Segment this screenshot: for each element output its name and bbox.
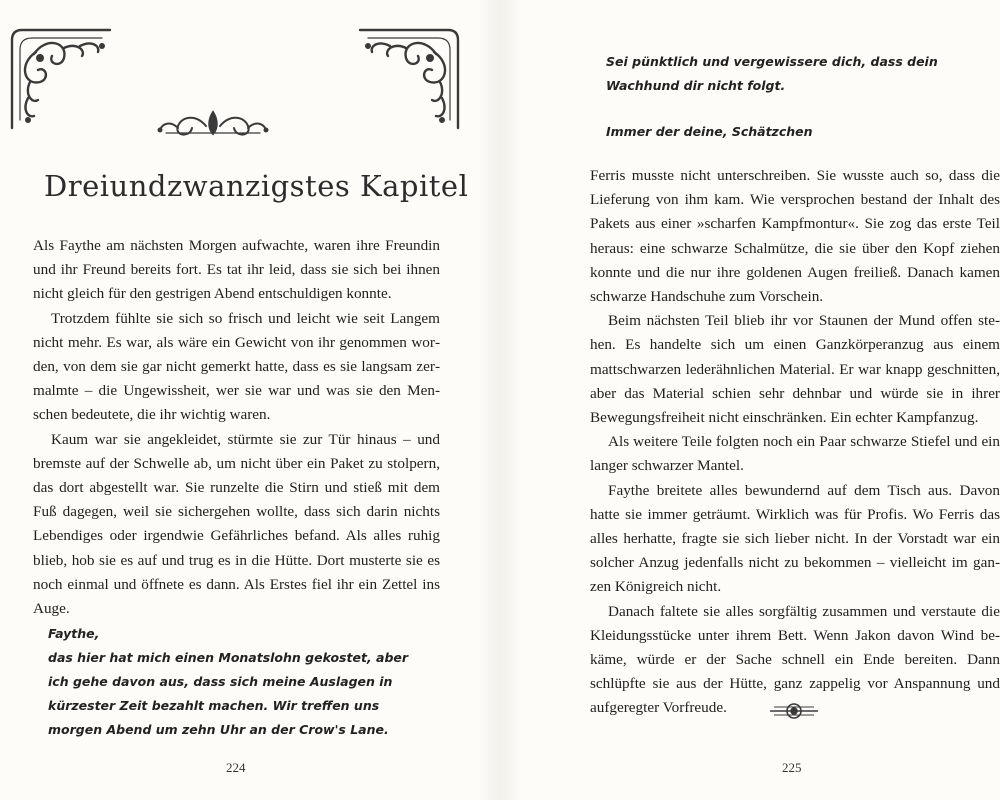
left-body-text — [33, 234, 440, 621]
corner-flourish-icon — [354, 24, 464, 134]
note-line: Sei pünktlich und vergewissere dich, dass dein — [606, 54, 938, 69]
paragraph: Kaum war sie angekleidet, stürmte sie zur Tür hinaus – und bremste auf der Schwelle ab, um nicht über ein Paket zu stolpern, das dort abgestellt war. Sie runzelte die Stirn und stieß mit dem Fuß dagegen, weil sie sichergehen wollte, dass sich darin nichts Lebendiges oder irgendwie Gefährliches befand. Als alles ruhig blieb, hob sie es auf und trug es in die Hütte. Dort musterte sie es noch einmal und öffnete es dann. Als Erstes fiel ihr ein Zettel ins Auge. — [33, 430, 440, 618]
paragraph: Beim nächsten Teil blieb ihr vor Staunen der Mund offen stehen. Es handelte sich um einen Ganzkörperanzug aus einem mattschwarzen lederähnlichen Material. Er war knapp geschnitten, aber das Material schien sehr dehnbar und würde sie in ihrer Bewegungsfreiheit nicht einschränken. Ein echter Kampfanzug. — [590, 312, 1000, 427]
corner-flourish-icon — [6, 24, 116, 134]
chapter-title: Dreiundzwanzigstes Kapitel — [44, 169, 469, 204]
handwritten-note — [48, 622, 408, 742]
note-line: ich gehe davon aus, dass sich meine Auslagen in — [48, 674, 393, 689]
center-flourish-icon — [156, 106, 270, 140]
page-number: 224 — [226, 760, 246, 775]
note-line: morgen Abend um zehn Uhr an der Crow's Lane. — [48, 722, 389, 737]
note-line: Wachhund dir nicht folgt. — [606, 78, 786, 93]
note-signature: Immer der deine, Schätzchen — [606, 124, 813, 139]
book-gutter — [478, 0, 522, 800]
paragraph: Danach faltete sie alles sorgfältig zusammen und verstaute die Kleidungsstücke unter ihrem Bett. Wenn Jakon davon Wind bekäme, würde er der Sache schnell ein Ende bereiten. Dann schlüpfte sie aus der Hütte, ganz zappelig vor Anspannung und aufgeregter Vorfreude. — [590, 602, 1000, 717]
paragraph: Als weitere Teile folgten noch ein Paar schwarze Stiefel und ein langer schwarzer Mantel. — [590, 433, 1000, 475]
note-line: kürzester Zeit bezahlt machen. Wir treffen uns — [48, 698, 380, 713]
page-number: 225 — [782, 760, 802, 775]
left-page — [0, 0, 480, 800]
paragraph: Als Faythe am nächsten Morgen aufwachte, waren ihre Freundin und ihr Freund bereits fort. Es tat ihr leid, dass sie sich bei ihnen nicht gleich für den gestrigen Abend entschuldigen konnte. — [33, 237, 440, 303]
paragraph: Ferris musste nicht unterschreiben. Sie wusste auch so, dass die Lieferung von ihm kam. Wie versprochen bestand der Inhalt des Pakets aus einer »scharfen Kampfmontur«. Sie zog das erste Teil heraus: eine schwarze Schalmütze, die sie über den Kopf ziehen konnte und die nur ihre goldenen Augen freiließ. Danach kamen schwarze Handschuhe zum Vorschein. — [590, 167, 1000, 306]
right-page — [520, 0, 1000, 800]
paragraph: Trotzdem fühlte sie sich so frisch und leicht wie seit Langem nicht mehr. Es war, als wäre ein Gewicht von ihr genommen worden, von dem sie gar nicht gemerkt hatte, dass es sie langsam zermalmte – die Ungewissheit, wer sie war und was sie den Menschen bedeutete, die ihr wichtig waren. — [33, 309, 440, 424]
handwritten-note — [606, 50, 938, 144]
note-line: das hier hat mich einen Monatslohn gekostet, aber — [48, 650, 409, 665]
scene-break-icon — [768, 700, 820, 722]
right-body-text — [590, 164, 1000, 721]
paragraph: Faythe breitete alles bewundernd auf dem Tisch aus. Davon hatte sie immer geträumt. Wirklich was für Profis. Wo Ferris das alles herhatte, fragte sie sich lieber nicht. In der Vorstadt war ein solcher Anzug jedenfalls nicht zu bekommen – vielleicht im ganzen Königreich nicht. — [590, 481, 1000, 596]
note-line: Faythe, — [48, 626, 100, 641]
